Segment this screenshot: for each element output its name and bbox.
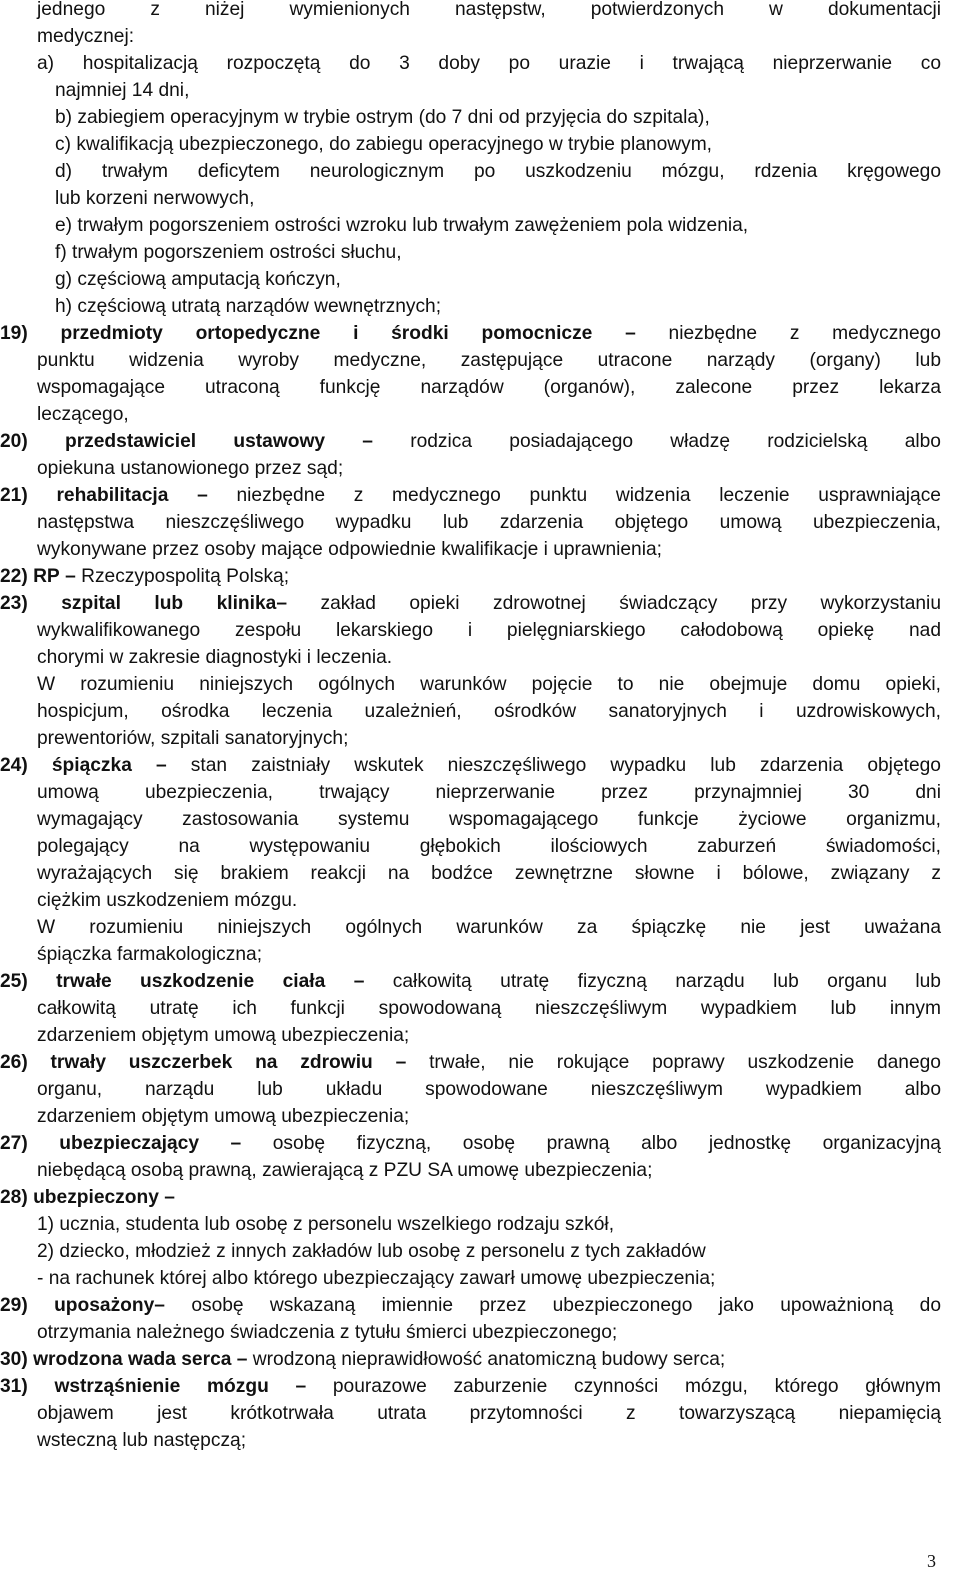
list-item-b: b) zabiegiem operacyjnym w trybie ostrym (do 7 dni od przyjęcia do szpitala), xyxy=(55,107,710,128)
text-line: prewentoriów, szpitali sanatoryjnych; xyxy=(37,728,349,749)
page-number: 3 xyxy=(927,1551,936,1571)
definition-term: trwałe uszkodzenie ciała xyxy=(56,971,326,992)
list-item-2: 2) dziecko, młodzież z innych zakładów lub osobę z personelu z tych zakładów xyxy=(37,1241,706,1262)
text-line: wykonywane przez osoby mające odpowiednie kwalifikacje i uprawnienia; xyxy=(37,539,662,560)
definition-number: 25) xyxy=(0,971,28,992)
definition-26 xyxy=(0,1049,941,1076)
definition-text: wrodzoną nieprawidłowość anatomiczną budowy serca; xyxy=(252,1349,726,1370)
text-line: niebędącą osobą prawną, zawierającą z PZU SA umowę ubezpieczenia; xyxy=(37,1160,653,1181)
text-line: wsteczną lub następczą; xyxy=(37,1430,247,1451)
definition-number: 26) xyxy=(0,1052,28,1073)
text-line: wymagający zastosowania systemu wspomagającego funkcje życiowe organizmu, xyxy=(37,809,941,830)
text-line: polegający na występowaniu głębokich ilościowych zaburzeń świadomości, xyxy=(37,836,941,857)
list-item-f: f) trwałym pogorszeniem ostrości słuchu, xyxy=(55,242,402,263)
text-line: wyrażających się brakiem reakcji na bodźce zewnętrzne słowne i bólowe, związany z xyxy=(37,863,941,884)
text-line: zdarzeniem objętym umową ubezpieczenia; xyxy=(37,1025,410,1046)
definition-text: pourazowe zaburzenie czynności mózgu, którego głównym xyxy=(332,1376,941,1397)
definition-term: trwały uszczerbek na zdrowiu xyxy=(50,1052,373,1073)
text-line: organu, narządu lub układu spowodowane nieszczęśliwym wypadkiem albo xyxy=(37,1079,941,1100)
text-line: zdarzeniem objętym umową ubezpieczenia; xyxy=(37,1106,410,1127)
dash: – xyxy=(236,1349,248,1370)
dash: – xyxy=(353,971,365,992)
dash: – xyxy=(154,1295,165,1316)
definition-number: 20) xyxy=(0,431,28,452)
definition-term: uposażony xyxy=(54,1295,155,1316)
definition-text: osobę wskazaną imiennie przez ubezpieczonego jako upoważnioną do xyxy=(191,1295,941,1316)
definition-term: wstrząśnienie mózgu xyxy=(54,1376,269,1397)
definition-number: 23) xyxy=(0,593,28,614)
definition-text: stan zaistniały wskutek nieszczęśliwego wypadku lub zdarzenia objętego xyxy=(190,755,941,776)
definition-30 xyxy=(0,1346,725,1373)
text-line: leczącego, xyxy=(37,404,129,425)
definition-20 xyxy=(0,428,941,455)
text-line: jednego z niżej wymienionych następstw, potwierdzonych w dokumentacji xyxy=(37,0,941,20)
definition-number: 29) xyxy=(0,1295,28,1316)
definition-29 xyxy=(0,1292,941,1319)
definition-number: 21) xyxy=(0,485,28,506)
definition-text: trwałe, nie rokujące poprawy uszkodzenie danego xyxy=(429,1052,941,1073)
definition-24 xyxy=(0,752,941,779)
definition-number: 28) xyxy=(0,1187,28,1208)
text-line: wykwalifikowanego zespołu lekarskiego i pielęgniarskiego całodobową opiekę nad xyxy=(37,620,941,641)
definition-23 xyxy=(0,590,941,617)
text-line: umową ubezpieczenia, trwający nieprzerwanie przez przynajmniej 30 dni xyxy=(37,782,941,803)
dash: – xyxy=(230,1133,242,1154)
text-line: opiekuna ustanowionego przez sąd; xyxy=(37,458,344,479)
list-item-c: c) kwalifikacją ubezpieczonego, do zabiegu operacyjnego w trybie planowym, xyxy=(55,134,713,155)
definition-number: 31) xyxy=(0,1376,28,1397)
text-line: lub korzeni nerwowych, xyxy=(55,188,255,209)
definition-term: ubezpieczający xyxy=(59,1133,199,1154)
dash: – xyxy=(164,1187,175,1208)
dash: – xyxy=(197,485,208,506)
text-line: W rozumieniu niniejszych ogólnych warunków pojęcie to nie obejmuje domu opieki, xyxy=(37,674,941,695)
text-line: chorymi w zakresie diagnostyki i leczenia. xyxy=(37,647,393,668)
definition-text: osobę fizyczną, osobę prawną albo jednostkę organizacyjną xyxy=(272,1133,941,1154)
definition-term: przedstawiciel ustawowy xyxy=(64,431,326,452)
definition-number: 24) xyxy=(0,755,28,776)
definition-21 xyxy=(0,482,941,509)
dash: – xyxy=(276,593,287,614)
text-line: medycznej: xyxy=(37,26,135,47)
text-line: ciężkim uszkodzeniem mózgu. xyxy=(37,890,298,911)
definition-text: Rzeczypospolitą Polską; xyxy=(81,566,290,587)
definition-term: przedmioty ortopedyczne i środki pomocnicze xyxy=(60,323,593,344)
text-line: punktu widzenia wyroby medyczne, zastępujące utracone narządy (organy) lub xyxy=(37,350,941,371)
dash: – xyxy=(156,755,167,776)
list-item-1: 1) ucznia, studenta lub osobę z personelu wszelkiego rodzaju szkół, xyxy=(37,1214,615,1235)
definition-text: niezbędne z medycznego xyxy=(668,323,941,344)
definition-term: szpital lub klinika xyxy=(61,593,277,614)
text-line: całkowitą utratę ich funkcji spowodowaną nieszczęśliwym wypadkiem lub innym xyxy=(37,998,941,1019)
text-line: następstwa nieszczęśliwego wypadku lub zdarzenia objętego umową ubezpieczenia, xyxy=(37,512,941,533)
definition-term: ubezpieczony xyxy=(33,1187,159,1208)
text-line: wspomagające utraconą funkcję narządów (organów), zalecone przez lekarza xyxy=(37,377,941,398)
definition-number: 27) xyxy=(0,1133,28,1154)
text-line: objawem jest krótkotrwała utrata przytomności z towarzyszącą niepamięcią xyxy=(37,1403,941,1424)
text-line: hospicjum, ośrodka leczenia uzależnień, ośrodków sanatoryjnych i uzdrowiskowych, xyxy=(37,701,941,722)
dash: – xyxy=(65,566,76,587)
list-item-h: h) częściową utratą narządów wewnętrznych; xyxy=(55,296,442,317)
list-item-g: g) częściową amputacją kończyn, xyxy=(55,269,341,290)
definition-text: całkowitą utratę fizyczną narządu lub organu lub xyxy=(392,971,941,992)
definition-25 xyxy=(0,968,941,995)
definition-text: rodzica posiadającego władzę rodzicielską albo xyxy=(410,431,941,452)
text-line: - na rachunek której albo którego ubezpieczający zawarł umowę ubezpieczenia; xyxy=(37,1268,716,1289)
definition-27 xyxy=(0,1130,941,1157)
text-line: najmniej 14 dni, xyxy=(55,80,190,101)
list-item-d: d) trwałym deficytem neurologicznym po uszkodzeniu mózgu, rdzenia kręgowego xyxy=(55,161,941,182)
definition-22 xyxy=(0,563,289,590)
list-item-e: e) trwałym pogorszeniem ostrości wzroku lub trwałym zawężeniem pola widzenia, xyxy=(55,215,749,236)
text-line: W rozumieniu niniejszych ogólnych warunków za śpiączkę nie jest uważana xyxy=(37,917,941,938)
definition-number: 22) xyxy=(0,566,28,587)
definition-term: rehabilitacja xyxy=(56,485,169,506)
definition-term: RP xyxy=(33,566,60,587)
definition-text: zakład opieki zdrowotnej świadczący przy wykorzystaniu xyxy=(320,593,941,614)
dash: – xyxy=(362,431,373,452)
dash: – xyxy=(395,1052,407,1073)
dash: – xyxy=(625,323,636,344)
dash: – xyxy=(295,1376,307,1397)
definition-number: 30) xyxy=(0,1349,28,1370)
definition-number: 19) xyxy=(0,323,28,344)
definition-31 xyxy=(0,1373,941,1400)
text-line: otrzymania należnego świadczenia z tytułu śmierci ubezpieczonego; xyxy=(37,1322,618,1343)
definition-term: wrodzona wada serca xyxy=(33,1349,232,1370)
definition-28 xyxy=(0,1184,175,1211)
text-line: śpiączka farmakologiczna; xyxy=(37,944,263,965)
list-item-a: a) hospitalizacją rozpoczętą do 3 doby po urazie i trwającą nieprzerwanie co xyxy=(37,53,941,74)
definition-term: śpiączka xyxy=(51,755,132,776)
definition-19 xyxy=(0,320,941,347)
definition-text: niezbędne z medycznego punktu widzenia leczenie usprawniające xyxy=(236,485,941,506)
